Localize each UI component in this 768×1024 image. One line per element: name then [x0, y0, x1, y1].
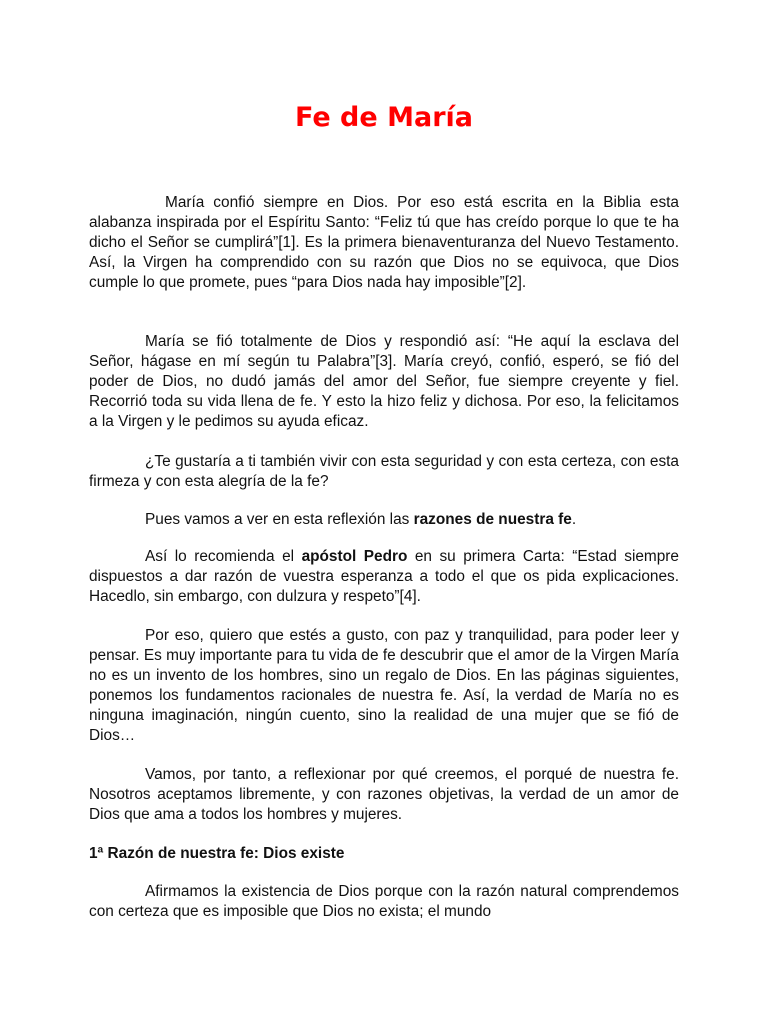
paragraph-4	[89, 510, 679, 530]
paragraph-5-emphasis: apóstol Pedro	[301, 548, 408, 565]
paragraph-2: María se fió totalmente de Dios y respondió así: “He aquí la esclava del Señor, hágase en mí según tu Palabra”[3]. María creyó, confió, esperó, se fió del poder de Dios, no dudó jamás del amor del Señor, fue siempre creyente y fiel. Recorrió toda su vida llena de fe. Y esto la hizo feliz y dichosa. Por eso, la felicitamos a la Virgen y le pedimos su ayuda eficaz.	[89, 333, 679, 430]
paragraph-1: María confió siempre en Dios. Por eso está escrita en la Biblia esta alabanza inspirada por el Espíritu Santo: “Feliz tú que has creído porque lo que te ha dicho el Señor se cumplirá”[1]. Es la primera bienaventuranza del Nuevo Testamento. Así, la Virgen ha comprendido con su razón que Dios no se equivoca, que Dios cumple lo que promete, pues “para Dios nada hay imposible”[2].	[89, 194, 679, 291]
paragraph-4-tail: .	[571, 511, 577, 528]
paragraph-7: Vamos, por tanto, a reflexionar por qué creemos, el porqué de nuestra fe. Nosotros aceptamos libremente, y con razones objetivas, la verdad de un amor de Dios que ama a todos los hombres y mujeres.	[89, 766, 679, 823]
paragraph-5	[89, 547, 679, 607]
paragraph-5-tail: en su primera Carta: “Estad siempre dispuestos a dar razón de vuestra esperanza a todo el que os pida explicaciones. Hacedlo, sin embargo, con dulzura y respeto”[4].	[89, 548, 679, 605]
document-title: Fe de María	[295, 102, 473, 133]
paragraph-3: ¿Te gustaría a ti también vivir con esta seguridad y con esta certeza, con esta firmeza y con esta alegría de la fe?	[89, 453, 679, 490]
paragraph-4-text: Pues vamos a ver en esta reflexión las	[145, 511, 414, 528]
paragraph-5-text: Así lo recomienda el	[145, 548, 302, 565]
section-heading: 1ª Razón de nuestra fe: Dios existe	[89, 845, 345, 862]
paragraph-8: Afirmamos la existencia de Dios porque con la razón natural comprendemos con certeza que es imposible que Dios no exista; el mundo	[89, 883, 679, 920]
paragraph-6: Por eso, quiero que estés a gusto, con paz y tranquilidad, para poder leer y pensar. Es muy importante para tu vida de fe descubrir que el amor de la Virgen María no es un invento de los hombres, sino un regalo de Dios. En las páginas siguientes, ponemos los fundamentos racionales de nuestra fe. Así, la verdad de María no es ninguna imaginación, ningún cuento, sino la realidad de una mujer que se fió de Dios…	[89, 627, 679, 744]
paragraph-4-emphasis: razones de nuestra fe	[413, 511, 572, 528]
